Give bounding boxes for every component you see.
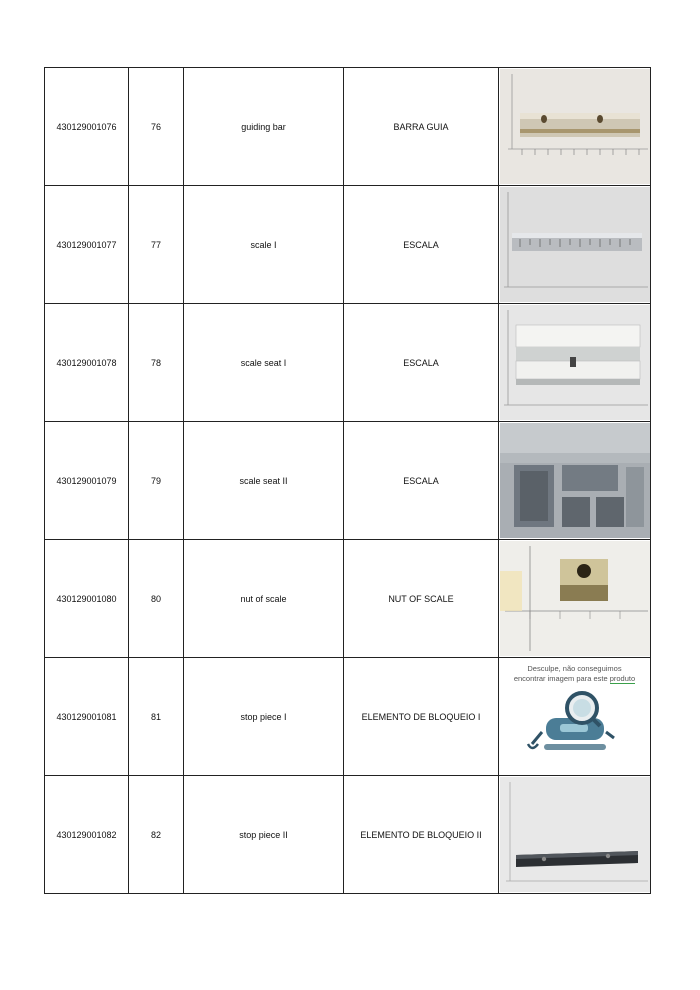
part-number: 77 <box>129 186 184 304</box>
part-code: 430129001080 <box>45 540 129 658</box>
part-name-en: guiding bar <box>184 68 344 186</box>
scale-seat-photo <box>500 305 650 420</box>
part-name-pt: BARRA GUIA <box>344 68 499 186</box>
part-name-en: stop piece II <box>184 776 344 894</box>
part-number: 76 <box>129 68 184 186</box>
part-image <box>499 540 651 658</box>
part-number: 79 <box>129 422 184 540</box>
no-image-message <box>499 658 650 684</box>
part-name-pt: NUT OF SCALE <box>344 540 499 658</box>
table-row <box>45 186 651 304</box>
part-name-en: scale seat I <box>184 304 344 422</box>
scale-photo <box>500 187 650 302</box>
no-image-line2-link: produto <box>609 674 636 683</box>
part-code: 430129001076 <box>45 68 129 186</box>
no-image-line2: encontrar imagem para este <box>513 674 610 683</box>
part-number: 82 <box>129 776 184 894</box>
part-number: 80 <box>129 540 184 658</box>
part-image <box>499 304 651 422</box>
part-image <box>499 68 651 186</box>
part-name-pt: ESCALA <box>344 422 499 540</box>
part-number: 81 <box>129 658 184 776</box>
part-number: 78 <box>129 304 184 422</box>
part-image <box>499 658 651 776</box>
robot-magnifier-icon <box>520 688 630 760</box>
table-row <box>45 540 651 658</box>
part-name-en: nut of scale <box>184 540 344 658</box>
part-image <box>499 776 651 894</box>
stop-piece-photo <box>500 777 650 892</box>
table-row <box>45 68 651 186</box>
part-image <box>499 422 651 540</box>
aluminium-profile-photo <box>500 423 650 538</box>
table-row <box>45 776 651 894</box>
part-name-pt: ESCALA <box>344 186 499 304</box>
nut-photo <box>500 541 650 656</box>
table-row <box>45 304 651 422</box>
part-code: 430129001079 <box>45 422 129 540</box>
no-image-line1: Desculpe, não conseguimos <box>527 664 622 673</box>
part-name-en: scale I <box>184 186 344 304</box>
part-code: 430129001078 <box>45 304 129 422</box>
part-code: 430129001077 <box>45 186 129 304</box>
part-code: 430129001082 <box>45 776 129 894</box>
part-code: 430129001081 <box>45 658 129 776</box>
part-name-en: stop piece I <box>184 658 344 776</box>
part-name-pt: ELEMENTO DE BLOQUEIO I <box>344 658 499 776</box>
part-name-pt: ESCALA <box>344 304 499 422</box>
part-name-pt: ELEMENTO DE BLOQUEIO II <box>344 776 499 894</box>
table-row <box>45 658 651 776</box>
part-image <box>499 186 651 304</box>
table-row <box>45 422 651 540</box>
parts-table <box>44 67 651 894</box>
guiding-bar-photo <box>500 69 650 184</box>
part-name-en: scale seat II <box>184 422 344 540</box>
